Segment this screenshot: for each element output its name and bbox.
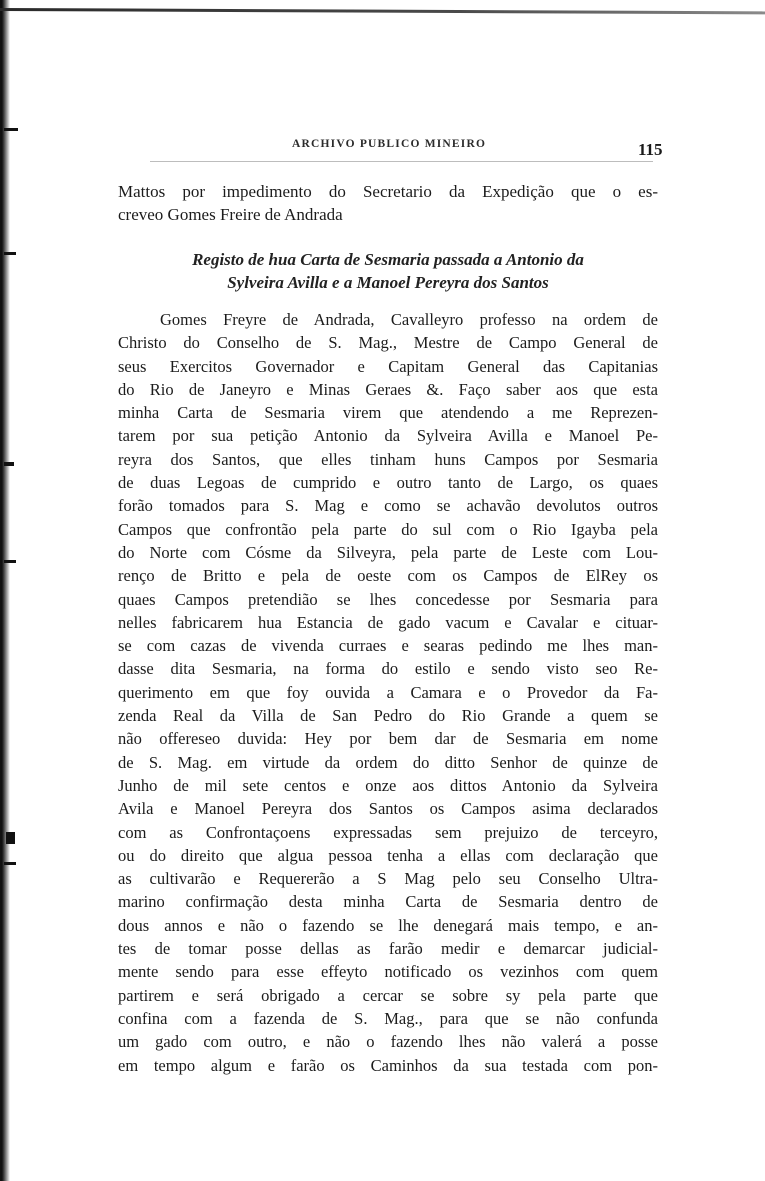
body-line: Gomes Freyre de Andrada, Cavalleyro professo na ordem de	[160, 310, 658, 329]
body-line: não offereseo duvida: Hey por bem dar de Sesmaria em nome	[118, 729, 658, 749]
page-left-edge-shadow	[0, 0, 10, 1181]
body-line: do Rio de Janeyro e Minas Geraes &. Faço saber aos que esta	[118, 379, 658, 399]
body-line: de duas Legoas de cumprido e outro tanto de Largo, os quaes	[118, 473, 658, 493]
body-line: minha Carta de Sesmaria virem que atendendo a me Reprezen-	[118, 403, 658, 423]
body-line: Avila e Manoel Pereyra dos Santos os Campos asima declarados	[118, 799, 658, 819]
edge-speck	[4, 560, 16, 563]
running-head-rule	[150, 161, 653, 162]
body-line: do Norte com Cósme da Silveyra, pela parte de Leste com Lou-	[118, 542, 658, 562]
body-line: confina com a fazenda de S. Mag., para que se não confunda	[118, 1008, 658, 1028]
continued-paragraph	[118, 180, 658, 227]
section-heading	[118, 248, 658, 294]
body-line: um gado com outro, e não o fazendo lhes não valerá a posse	[118, 1032, 658, 1052]
body-line: as cultivarão e Requererão a S Mag pelo seu Conselho Ultra-	[118, 869, 658, 889]
body-line: mente sendo para esse effeyto notificado os vezinhos com quem	[118, 962, 658, 982]
body-line: marino confirmação desta minha Carta de Sesmaria dentro de	[118, 892, 658, 912]
body-line: renço de Britto e pela de oeste com os Campos de ElRey os	[118, 566, 658, 586]
page-top-edge-line	[0, 8, 765, 14]
body-line: seus Exercitos Governador e Capitam General das Capitanias	[118, 356, 658, 376]
edge-speck	[4, 128, 18, 131]
body-line: Christo do Conselho de S. Mag., Mestre de Campo General de	[118, 333, 658, 353]
text-line: creveo Gomes Freire de Andrada	[118, 205, 343, 225]
edge-speck	[4, 252, 16, 255]
body-line: quaes Campos pretendião se lhes concedesse por Sesmaria para	[118, 589, 658, 609]
body-line: forão tomados para S. Mag e como se achavão devolutos outros	[118, 496, 658, 516]
body-line: Junho de mil sete centos e onze aos dittos Antonio da Sylveira	[118, 775, 658, 795]
body-line: partirem e será obrigado a cercar se sobre sy pela parte que	[118, 985, 658, 1005]
body-line: de S. Mag. em virtude da ordem do ditto Senhor de quinze de	[118, 752, 658, 772]
body-line: tes de tomar posse dellas as farão medir e demarcar judicial-	[118, 939, 658, 959]
heading-line: Registo de hua Carta de Sesmaria passada a Antonio da	[192, 250, 584, 269]
body-line: tarem por sua petição Antonio da Sylveira Avilla e Manoel Pe-	[118, 426, 658, 446]
body-line: em tempo algum e farão os Caminhos da sua testada com pon-	[118, 1055, 658, 1075]
body-line: reyra dos Santos, que elles tinham huns Campos por Sesmaria	[118, 449, 658, 469]
body-line: dasse dita Sesmaria, na forma do estilo e sendo visto seo Re-	[118, 659, 658, 679]
body-line: dous annos e não o fazendo se lhe denegará mais tempo, e an-	[118, 915, 658, 935]
body-line: se com cazas de vivenda curraes e searas pedindo me lhes man-	[118, 636, 658, 656]
text-line: Mattos por impedimento do Secretario da Expedição que o es-	[118, 182, 658, 201]
edge-speck	[4, 462, 14, 466]
body-line: querimento em que foy ouvida a Camara e o Provedor da Fa-	[118, 682, 658, 702]
body-line: ou do direito que algua pessoa tenha a ellas com declaração que	[118, 845, 658, 865]
body-line: nelles fabricarem hua Estancia de gado vacum e Cavalar e cituar-	[118, 612, 658, 632]
body-line: com as Confrontaçoens expressadas sem prejuizo de terceyro,	[118, 822, 658, 842]
edge-speck	[6, 832, 15, 844]
running-head: ARCHIVO PUBLICO MINEIRO	[292, 138, 487, 150]
body-line: Campos que confrontão pela parte do sul com o Rio Igayba pela	[118, 519, 658, 539]
heading-line: Sylveira Avilla e a Manoel Pereyra dos Santos	[227, 273, 549, 292]
page-number: 115	[638, 140, 663, 159]
edge-speck	[4, 862, 16, 865]
body-line: zenda Real da Villa de San Pedro do Rio Grande a quem se	[118, 706, 658, 726]
body-paragraph	[118, 308, 658, 1077]
